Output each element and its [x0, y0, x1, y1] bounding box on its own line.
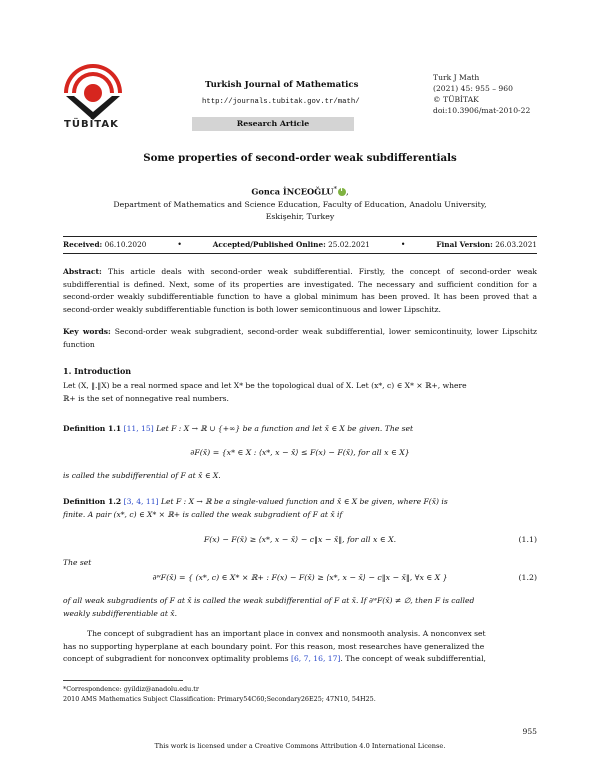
citation-link[interactable]: [6, 7, 16, 17] [291, 654, 341, 664]
journal-url[interactable]: http://journals.tubitak.gov.tr/math/ [202, 98, 360, 106]
page-number: 955 [522, 727, 537, 736]
footnotes [63, 684, 376, 704]
equation-number: (1.1) [518, 535, 537, 544]
article-meta [433, 72, 530, 116]
dates-top-rule [63, 236, 537, 237]
abstract [63, 266, 537, 316]
citation-link[interactable]: [3, 4, 11] [123, 497, 159, 506]
equation-1-2: ∂ʷF(x̄) = { (x*, c) ∈ X* × ℝ+ : F(x) − F(x̄) ≥ ⟨x*, x − x̄⟩ − c‖x − x̄‖, ∀x ∈ X } (1.2) [152, 573, 537, 582]
definition-text-line-2: finite. A pair (x*, c) ∈ X* × ℝ+ is called the weak subgradient of F at x̄ if [63, 509, 343, 519]
affiliation-line-2: Eskişehir, Turkey [265, 212, 335, 221]
paper-title: Some properties of second-order weak subdifferentials [143, 152, 457, 164]
accepted-date: Accepted/Published Online: 25.02.2021 [212, 240, 370, 249]
journal-title: Turkish Journal of Mathematics [205, 80, 359, 90]
author-line: Gonca İNCEOĞLU*i , [0, 185, 600, 197]
article-type-badge: Research Article [192, 117, 354, 131]
intro-paragraph [63, 380, 537, 405]
keywords-label: Key words: [63, 327, 111, 336]
equation-subdifferential: ∂F(x̄) = {x* ∈ X : ⟨x*, x − x̄⟩ ≤ F(x) − F(x̄), for all x ∈ X} [190, 448, 410, 457]
license-note: This work is licensed under a Creative Commons Attribution 4.0 International License. [154, 742, 446, 750]
definition-1-2-conclusion: of all weak subgradients of F at x̄ is called the weak subdifferential of F at x̄. If ∂ʷF(x̄) ≠ ∅, then F is called weakly subdifferentiable at x̄. [63, 596, 475, 618]
dates-bottom-rule [63, 253, 537, 254]
body-paragraph: The concept of subgradient has an important place in convex and nonsmooth analysis. A nonconvex set has no supporting hyperplane at each boundary point. For this reason, most researches have generalized the concept of subgradient for nonconvex optimality problems [6, 7, 16, 17]. The concept of weak subdifferential, [63, 629, 486, 664]
correspondence-note: *Correspondence: gyildiz@anadolu.edu.tr [63, 685, 199, 693]
meta-doi[interactable]: doi:10.3906/mat-2010-22 [433, 106, 531, 115]
meta-copyright: © TÜBİTAK [433, 95, 479, 104]
definition-1-2 [63, 496, 537, 521]
bullet-icon: • [177, 240, 182, 249]
dates-bar [63, 240, 537, 249]
keywords-text: Second-order weak subgradient, second-order weak subdifferential, lower semicontinuity, lower Lipschitz function [63, 327, 538, 349]
tubitak-logo [62, 62, 124, 124]
intro-line-1: Let (X, ‖.‖X) be a real normed space and let X* be the topological dual of X. Let (x*, c) ∈ X* × ℝ+, where [63, 381, 467, 390]
definition-1-1 [63, 423, 537, 436]
logo-wordmark: TÜBİTAK [64, 119, 119, 130]
author-marker: * [333, 185, 337, 193]
the-set-text: The set [63, 558, 92, 567]
keywords [63, 326, 537, 351]
msc-note: 2010 AMS Mathematics Subject Classification: Primary54C60;Secondary26E25; 47N10, 54H25. [63, 695, 376, 703]
abstract-text: This article deals with second-order weak subdifferential. Firstly, the concept of second-order weak subdifferential is defined. Next, some of its properties are investigated. The necessary and sufficient condition for a second-order weakly subdifferentiable function to have a global minimum has been proved. It has been proved that a second-order weakly subdifferentiable function is both lower semicontinuous and lower Lipschitz. [63, 267, 537, 314]
definition-text: Let F : X → ℝ ∪ {+∞} be a function and let x̄ ∈ X be given. The set [156, 424, 414, 433]
orcid-icon[interactable] [338, 188, 346, 196]
author-name: Gonca İNCEOĞLU [251, 186, 334, 197]
section-heading: 1. Introduction [63, 366, 132, 376]
footnote-rule [63, 680, 183, 681]
affiliation-line-1: Department of Mathematics and Science Education, Faculty of Education, Anadolu University, [113, 200, 487, 209]
equation-number: (1.2) [518, 573, 537, 582]
definition-text: Let F : X → ℝ be a single-valued function and x̄ ∈ X be given, where F(x̄) is [160, 497, 448, 506]
definition-label: Definition 1.2 [63, 497, 122, 506]
meta-journal: Turk J Math [433, 73, 480, 82]
abstract-label: Abstract: [63, 267, 102, 276]
definition-label: Definition 1.1 [63, 424, 122, 433]
meta-volume: (2021) 45: 955 – 960 [433, 84, 513, 93]
equation-1-1: F(x) − F(x̄) ≥ ⟨x*, x − x̄⟩ − c‖x − x̄‖, for all x ∈ X. (1.1) [203, 535, 537, 544]
citation-link[interactable]: [11, 15] [123, 424, 154, 433]
final-date: Final Version: 26.03.2021 [436, 240, 537, 249]
intro-line-2: ℝ+ is the set of nonnegative real numbers. [63, 393, 229, 403]
affiliation [0, 199, 600, 223]
bullet-icon: • [400, 240, 406, 249]
received-date: Received: 06.10.2020 [63, 240, 147, 249]
definition-1-1-conclusion: is called the subdifferential of F at x̄ ∈ X. [63, 471, 221, 480]
